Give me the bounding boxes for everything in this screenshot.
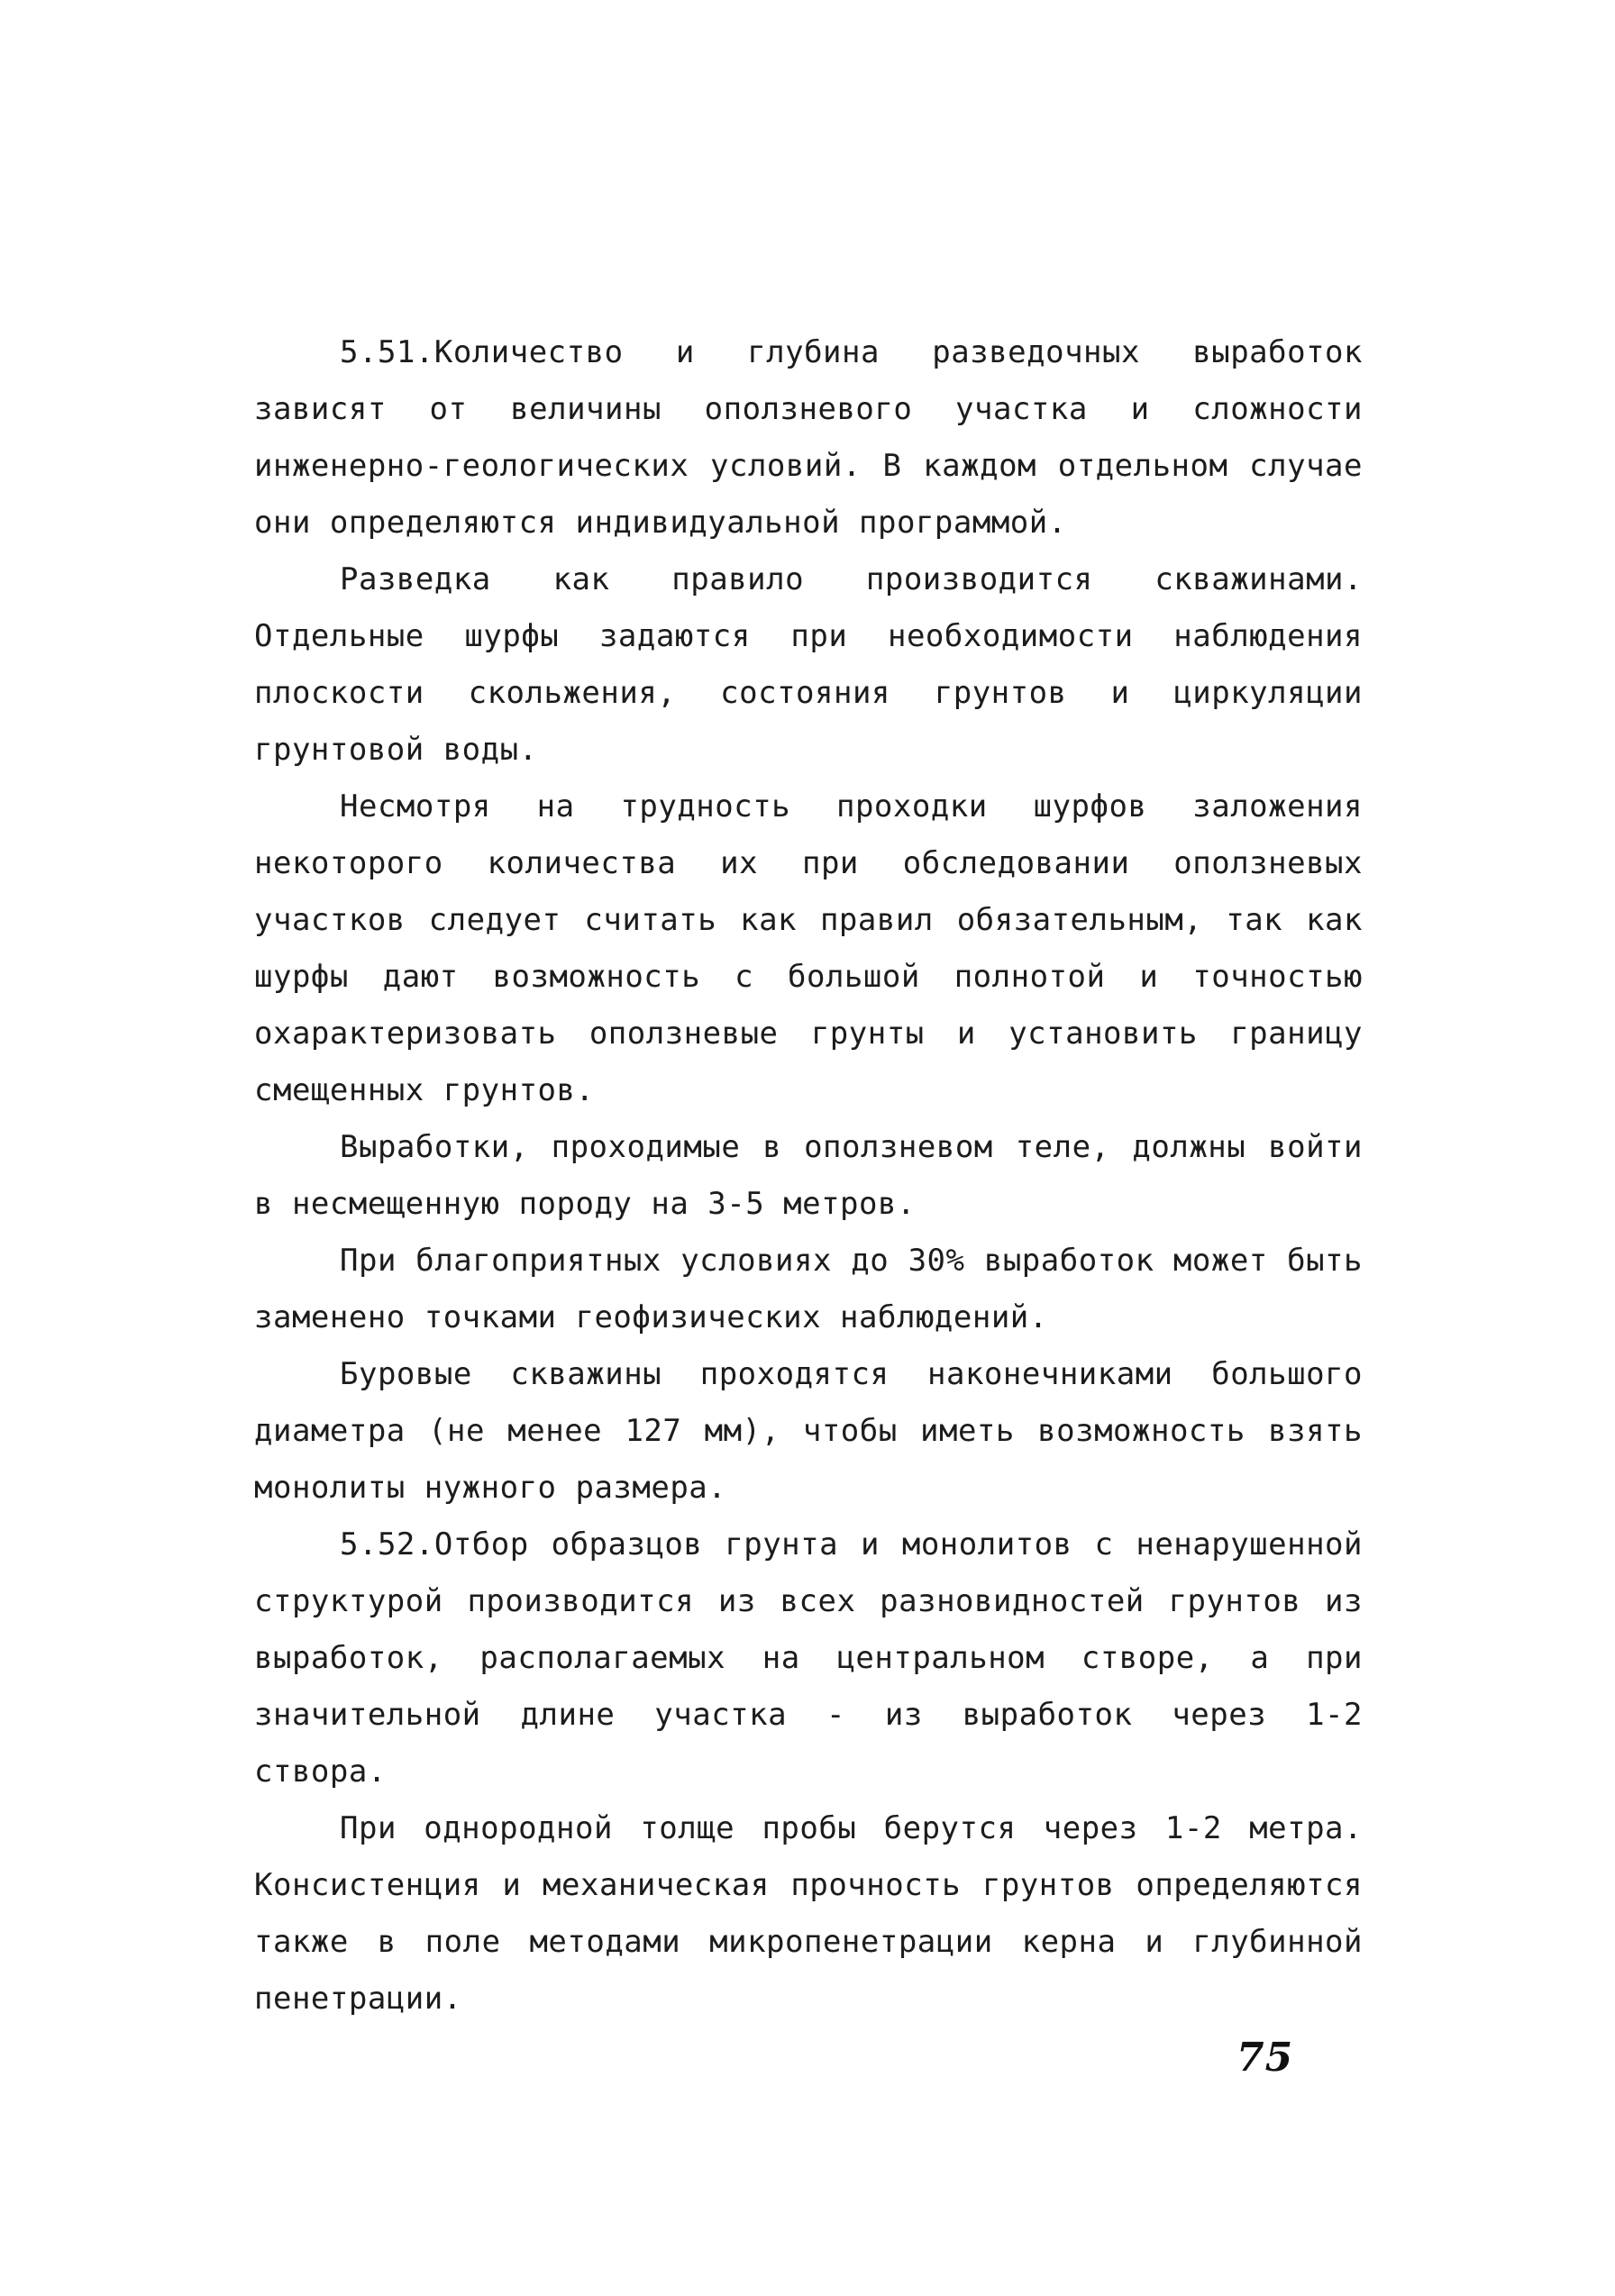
body-text (254, 324, 1363, 2027)
paragraph-geophysics: При благоприятных условиях до 30% выработок может быть заменено точками геофизических наблюдений. (254, 1243, 1363, 1335)
paragraph-5-51: 5.51.Количество и глубина разведочных выработок зависят от величины оползневого участка и сложности инженерно-геологических условий. В каждом отдельном случае они определяются индивидуальной программой. (254, 334, 1363, 541)
paragraph-sampling: При однородной толще пробы берутся через 1-2 метра. Консистенция и механическая прочность грунтов определяются также в поле методами микропенетрации керна и глубинной пенетрации. (254, 1810, 1363, 2017)
paragraph-boreholes: Буровые скважины проходятся наконечниками большого диаметра (не менее 127 мм), чтобы иметь возможность взять монолиты нужного размера. (254, 1356, 1363, 1506)
paragraph-5-52: 5.52.Отбор образцов грунта и монолитов с ненарушенной структурой производится из всех разновидностей грунтов из выработок, располагаемых на центральном створе, а при значительной длине участка - из выработок через 1-2 створа. (254, 1526, 1363, 1790)
paragraph-exploration-methods: Разведка как правило производится скважинами. Отдельные шурфы задаются при необходимости наблюдения плоскости скольжения, состояния грунтов и циркуляции грунтовой воды. (254, 561, 1363, 768)
paragraph-workings-depth: Выработки, проходимые в оползневом теле, должны войти в несмещенную породу на 3-5 метров. (254, 1129, 1363, 1222)
page-number: 75 (1236, 2035, 1294, 2081)
paragraph-pits-importance: Несмотря на трудность проходки шурфов заложения некоторого количества их при обследовании оползневых участков следует считать как правил обязательным, так как шурфы дают возможность с большой полнотой и точностью охарактеризовать оползневые грунты и установить границу смещенных грунтов. (254, 788, 1363, 1108)
